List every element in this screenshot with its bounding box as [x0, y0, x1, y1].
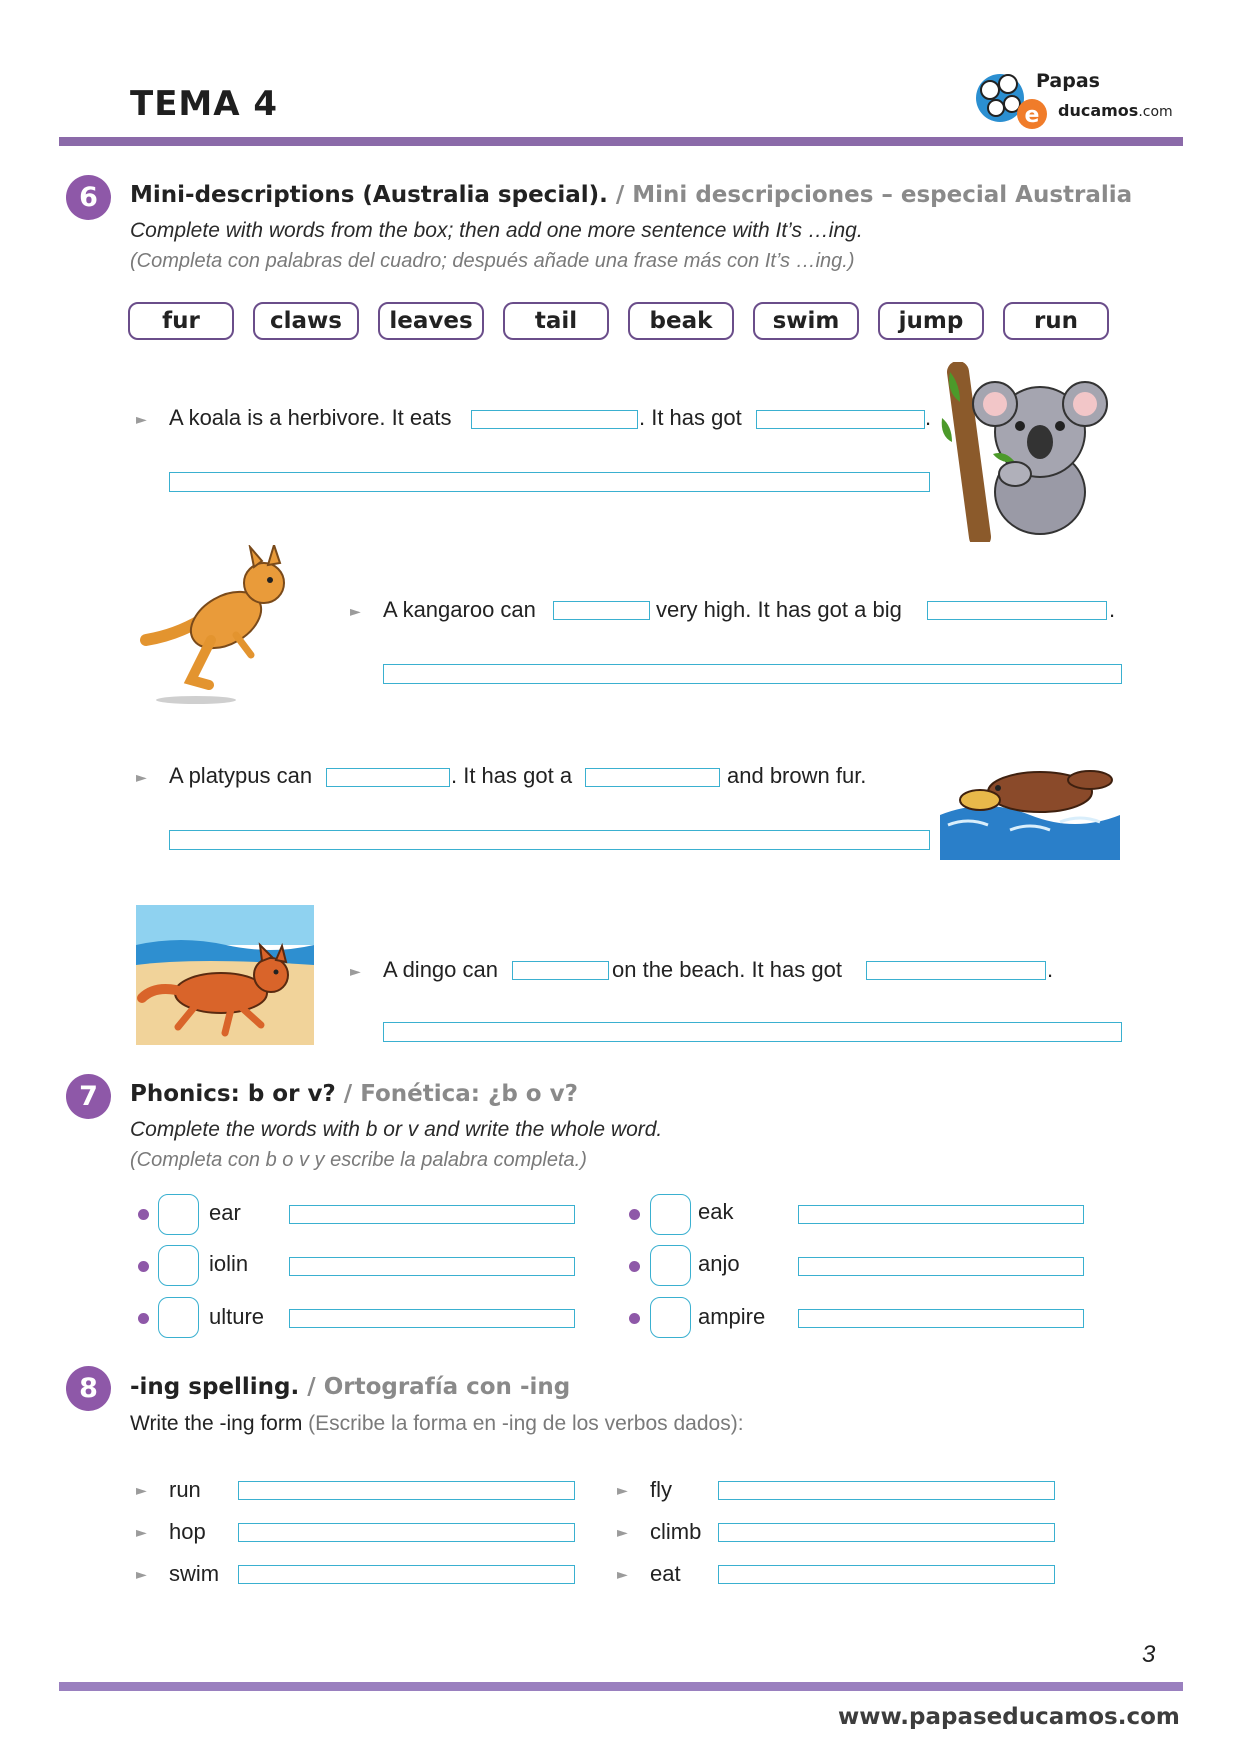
letter-box[interactable]: [650, 1194, 691, 1235]
arrow-bullet-icon: ►: [617, 1525, 628, 1541]
koala-blank-2[interactable]: [756, 410, 925, 429]
kangaroo-text-3: .: [1109, 597, 1116, 622]
footer-url: www.papaseducamos.com: [838, 1704, 1180, 1730]
exercise-number-7: 7: [66, 1074, 111, 1119]
exercise-6-title-en: Mini-descriptions (Australia special).: [130, 182, 608, 208]
phonics-answer-line[interactable]: [289, 1309, 575, 1328]
exercise-7-instruction-es: (Completa con b o v y escribe la palabra completa.): [130, 1149, 587, 1171]
exercise-8-instruction: [130, 1412, 744, 1436]
platypus-text-2: . It has got a: [451, 763, 573, 788]
ing-answer-line[interactable]: [238, 1565, 575, 1584]
verb-label: climb: [650, 1519, 702, 1544]
logo-e-letter: e: [1024, 103, 1040, 128]
platypus-sentence-line[interactable]: [169, 830, 930, 850]
verb-label: eat: [650, 1561, 681, 1586]
exercise-8-title: [130, 1374, 570, 1400]
platypus-text-1: A platypus can: [169, 763, 313, 788]
word-chip-tail: tail: [503, 302, 609, 340]
exercise-8-instruction-es: (Escribe la forma en -ing de los verbos dados):: [308, 1412, 744, 1435]
letter-box[interactable]: [650, 1245, 691, 1286]
platypus-illustration: [940, 730, 1120, 865]
arrow-bullet-icon: ►: [136, 770, 147, 786]
koala-text-3: .: [925, 405, 932, 430]
dingo-text-2: on the beach. It has got: [612, 957, 842, 982]
dingo-text-3: .: [1047, 957, 1054, 982]
phonics-fragment: ampire: [698, 1304, 766, 1329]
bullet-dot: [138, 1313, 149, 1324]
phonics-answer-line[interactable]: [798, 1205, 1084, 1224]
dingo-sentence-line[interactable]: [383, 1022, 1122, 1042]
letter-box[interactable]: [158, 1297, 199, 1338]
ing-answer-line[interactable]: [238, 1481, 575, 1500]
word-chip-jump: jump: [878, 302, 984, 340]
arrow-bullet-icon: ►: [136, 1483, 147, 1499]
exercise-6-title-es: / Mini descripciones – especial Australia: [615, 182, 1133, 208]
phonics-answer-line[interactable]: [289, 1205, 575, 1224]
phonics-fragment: ear: [209, 1200, 241, 1225]
exercise-7-title: [130, 1081, 578, 1107]
word-chip-beak: beak: [628, 302, 734, 340]
dingo-text-1: A dingo can: [383, 957, 498, 982]
letter-box[interactable]: [158, 1245, 199, 1286]
verb-label: hop: [169, 1519, 206, 1544]
koala-sentence-line[interactable]: [169, 472, 930, 492]
verb-label: swim: [169, 1561, 220, 1586]
word-chip-swim: swim: [753, 302, 859, 340]
exercise-8-instruction-en: Write the -ing form: [130, 1412, 303, 1435]
header-divider: [59, 137, 1183, 146]
arrow-bullet-icon: ►: [136, 1525, 147, 1541]
dingo-illustration: [136, 905, 314, 1045]
ing-answer-line[interactable]: [238, 1523, 575, 1542]
kangaroo-text-2: very high. It has got a big: [656, 597, 902, 622]
platypus-text-3: and brown fur.: [727, 763, 867, 788]
dingo-blank-1[interactable]: [512, 961, 609, 980]
letter-box[interactable]: [158, 1194, 199, 1235]
phonics-fragment: anjo: [698, 1251, 740, 1276]
logo-text-ducamos: [1058, 101, 1173, 120]
ing-answer-line[interactable]: [718, 1565, 1055, 1584]
phonics-answer-line[interactable]: [798, 1309, 1084, 1328]
ing-answer-line[interactable]: [718, 1523, 1055, 1542]
word-chip-run: run: [1003, 302, 1109, 340]
arrow-bullet-icon: ►: [136, 412, 147, 428]
word-chip-fur: fur: [128, 302, 234, 340]
koala-blank-1[interactable]: [471, 410, 638, 429]
bullet-dot: [629, 1313, 640, 1324]
arrow-bullet-icon: ►: [350, 604, 361, 620]
dingo-blank-2[interactable]: [866, 961, 1046, 980]
platypus-blank-1[interactable]: [326, 768, 450, 787]
arrow-bullet-icon: ►: [617, 1567, 628, 1583]
arrow-bullet-icon: ►: [617, 1483, 628, 1499]
logo-com: .com: [1138, 104, 1173, 120]
phonics-fragment: ulture: [209, 1304, 265, 1329]
exercise-7-title-es: / Fonética: ¿b o v?: [343, 1081, 578, 1107]
footer-divider: [59, 1682, 1183, 1691]
verb-label: fly: [650, 1477, 672, 1502]
kangaroo-sentence-line[interactable]: [383, 664, 1122, 684]
letter-box[interactable]: [650, 1297, 691, 1338]
word-chip-leaves: leaves: [378, 302, 484, 340]
exercise-6-instruction: Complete with words from the box; then add one more sentence with It’s …ing.: [130, 219, 863, 242]
phonics-fragment: eak: [698, 1199, 734, 1224]
kangaroo-blank-2[interactable]: [927, 601, 1107, 620]
arrow-bullet-icon: ►: [136, 1567, 147, 1583]
exercise-8-title-es: / Ortografía con -ing: [307, 1374, 571, 1400]
bullet-dot: [629, 1261, 640, 1272]
word-chip-claws: claws: [253, 302, 359, 340]
page-title: TEMA 4: [130, 84, 279, 124]
phonics-answer-line[interactable]: [798, 1257, 1084, 1276]
exercise-6-title: [130, 182, 1132, 208]
exercise-6-instruction-es: (Completa con palabras del cuadro; después añade una frase más con It’s …ing.): [130, 250, 855, 272]
verb-label: run: [169, 1477, 201, 1502]
exercise-number-8: 8: [66, 1366, 111, 1411]
exercise-7-instruction: Complete the words with b or v and write the whole word.: [130, 1118, 663, 1141]
koala-text-1: A koala is a herbivore. It eats: [169, 405, 452, 430]
exercise-7-title-en: Phonics: b or v?: [130, 1081, 336, 1107]
exercise-number-6: 6: [66, 175, 111, 220]
arrow-bullet-icon: ►: [350, 964, 361, 980]
kangaroo-blank-1[interactable]: [553, 601, 650, 620]
exercise-8-title-en: -ing spelling.: [130, 1374, 300, 1400]
koala-text-2: . It has got: [639, 405, 742, 430]
phonics-fragment: iolin: [209, 1251, 249, 1276]
bullet-dot: [138, 1209, 149, 1220]
platypus-blank-2[interactable]: [585, 768, 720, 787]
page-number: 3: [1142, 1641, 1156, 1668]
bullet-dot: [629, 1209, 640, 1220]
logo-ducamos-word: ducamos: [1058, 101, 1139, 120]
bullet-dot: [138, 1261, 149, 1272]
ing-answer-line[interactable]: [718, 1481, 1055, 1500]
koala-illustration: [940, 362, 1110, 542]
kangaroo-illustration: [136, 545, 314, 715]
phonics-answer-line[interactable]: [289, 1257, 575, 1276]
kangaroo-text-1: A kangaroo can: [383, 597, 536, 622]
logo-text-papas: Papas: [1036, 70, 1100, 92]
